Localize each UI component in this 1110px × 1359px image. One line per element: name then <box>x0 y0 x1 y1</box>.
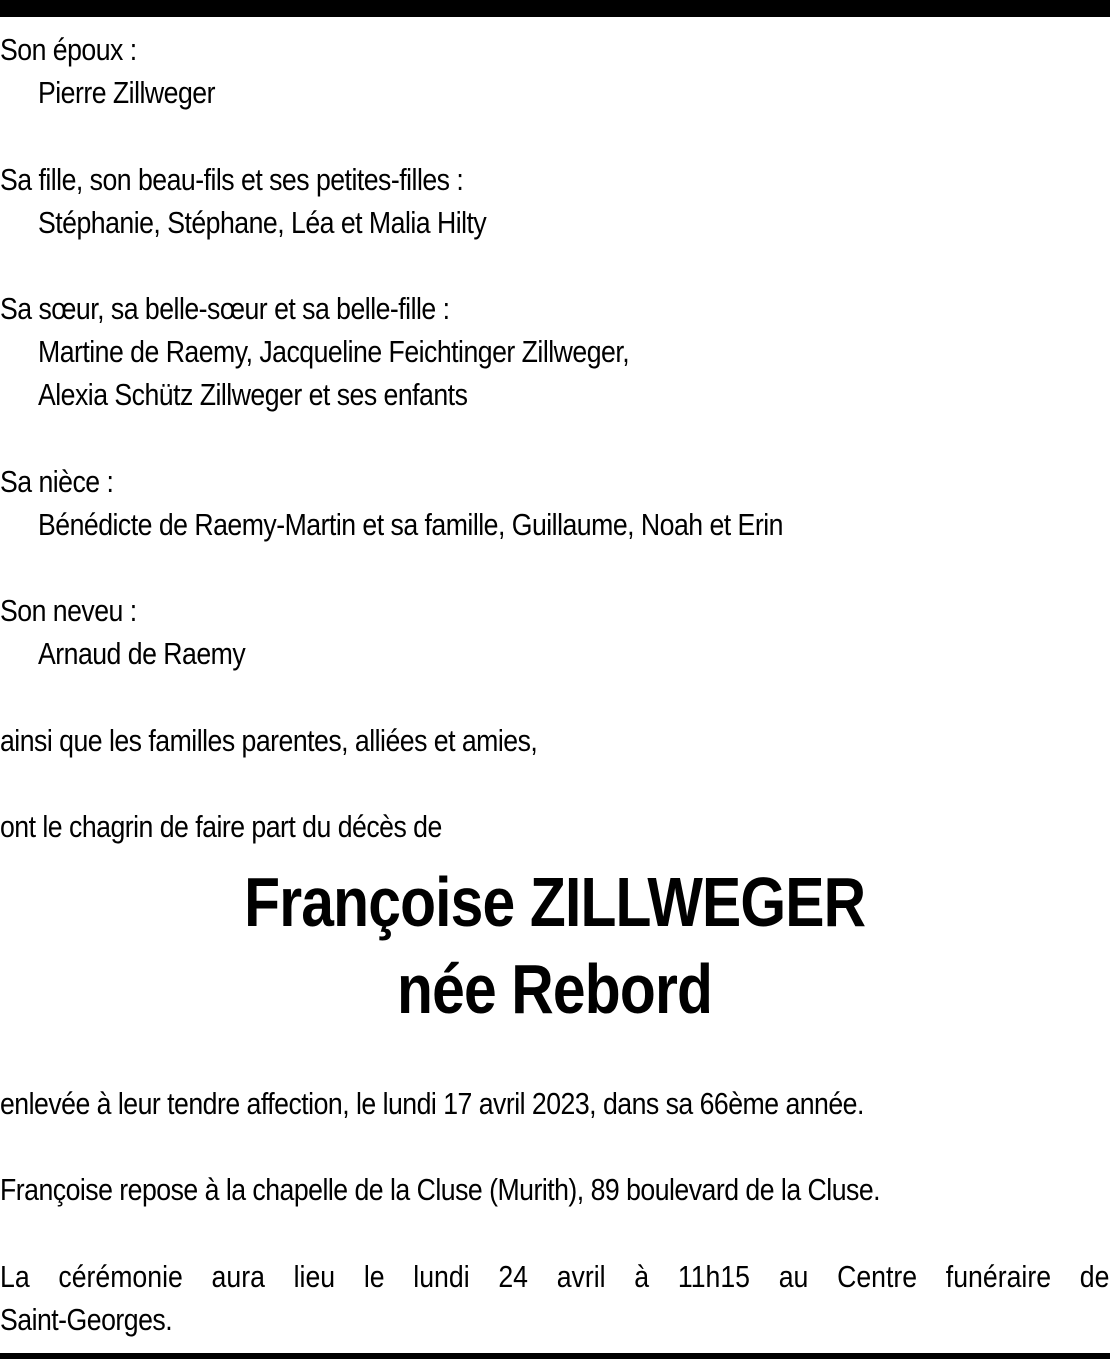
spouse-label: Son époux : <box>0 32 137 67</box>
spouse-name: Pierre Zillweger <box>38 75 215 110</box>
families-line: ainsi que les familles parentes, alliées et amies, <box>0 723 538 758</box>
deceased-name <box>0 862 1110 942</box>
ceremony-line1 <box>0 1259 1110 1295</box>
daughter-label: Sa fille, son beau-fils et ses petites-filles : <box>0 162 464 197</box>
niece-label: Sa nièce : <box>0 464 114 499</box>
sister-names-line1: Martine de Raemy, Jacqueline Feichtinger Zillweger, <box>38 334 630 369</box>
bottom-border <box>0 1353 1110 1359</box>
ceremony-line2: Saint-Georges. <box>0 1302 173 1337</box>
nephew-label: Son neveu : <box>0 593 137 628</box>
ceremony-line1-text: La cérémonie aura lieu le lundi 24 avril à 11h15 au Centre funéraire de <box>0 1259 1110 1294</box>
sister-label: Sa sœur, sa belle-sœur et sa belle-fille : <box>0 291 450 326</box>
top-border <box>0 0 1110 17</box>
rest-line: Françoise repose à la chapelle de la Cluse (Murith), 89 boulevard de la Cluse. <box>0 1172 881 1207</box>
deceased-name-text: Françoise ZILLWEGER <box>244 863 866 941</box>
deceased-maiden-name <box>0 949 1110 1029</box>
deceased-maiden-text: née Rebord <box>397 950 713 1028</box>
death-line: enlevée à leur tendre affection, le lundi 17 avril 2023, dans sa 66ème année. <box>0 1086 864 1121</box>
sister-names-line2: Alexia Schütz Zillweger et ses enfants <box>38 377 468 412</box>
niece-names: Bénédicte de Raemy-Martin et sa famille, Guillaume, Noah et Erin <box>38 507 783 542</box>
announcement-line: ont le chagrin de faire part du décès de <box>0 809 442 844</box>
daughter-names: Stéphanie, Stéphane, Léa et Malia Hilty <box>38 205 487 240</box>
nephew-name: Arnaud de Raemy <box>38 636 246 671</box>
